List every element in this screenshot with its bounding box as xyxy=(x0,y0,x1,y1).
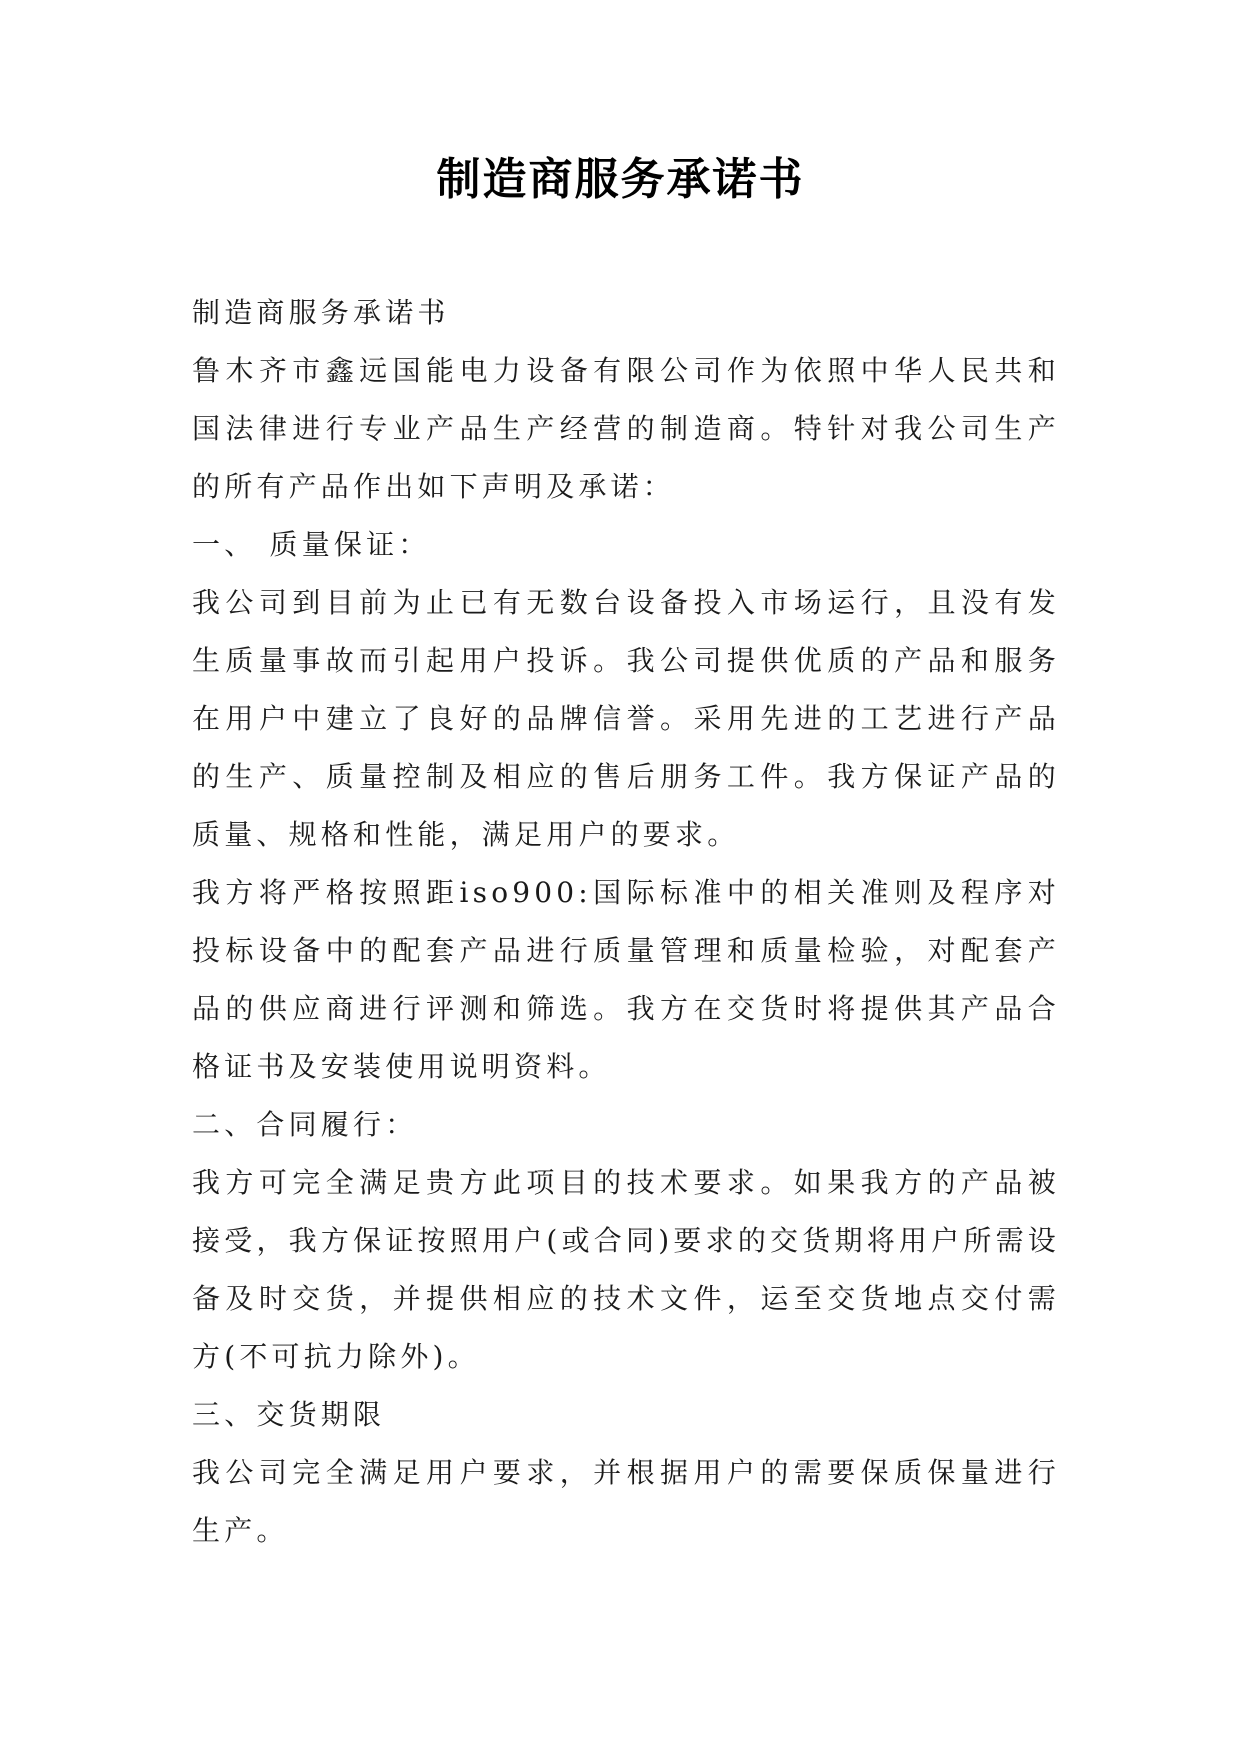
paragraph-intro: 鲁木齐市鑫远国能电力设备有限公司作为依照中华人民共和国法律进行专业产品生产经营的制造商。特针对我公司生产的所有产品作出如下声明及承诺： xyxy=(192,354,1060,503)
paragraph-quality: 我公司到目前为止已有无数台设备投入市场运行，且没有发生质量事故而引起用户投诉。我公司提供优质的产品和服务在用户中建立了良好的品牌信誉。采用先进的工艺进行产品的生产、质量控制及相应的售后朋务工件。我方保证产品的质量、规格和性能，满足用户的要求。 xyxy=(192,586,1060,851)
document-title: 制造商服务承诺书 xyxy=(436,154,805,205)
section-heading-delivery: 三、交货期限 xyxy=(192,1398,386,1431)
paragraph-contract: 我方可完全满足贵方此项目的技术要求。如果我方的产品被接受，我方保证按照用户(或合同)要求的交货期将用户所需设备及时交货，并提供相应的技术文件，运至交货地点交付需方(不可抗力除外)。 xyxy=(192,1166,1060,1373)
paragraph-heading: 制造商服务承诺书 xyxy=(192,296,450,329)
paragraph-delivery: 我公司完全满足用户要求，并根据用户的需要保质保量进行生产。 xyxy=(192,1456,1060,1547)
paragraph-standards: 我方将严格按照距iso900:国际标准中的相关准则及程序对投标设备中的配套产品进行质量管理和质量检验，对配套产品的供应商进行评测和筛选。我方在交货时将提供其产品合格证书及安装使用说明资料。 xyxy=(192,876,1060,1083)
section-heading-contract: 二、合同履行： xyxy=(192,1108,418,1141)
document-body xyxy=(192,284,1060,1560)
section-heading-quality: 一、 质量保证： xyxy=(192,528,431,561)
